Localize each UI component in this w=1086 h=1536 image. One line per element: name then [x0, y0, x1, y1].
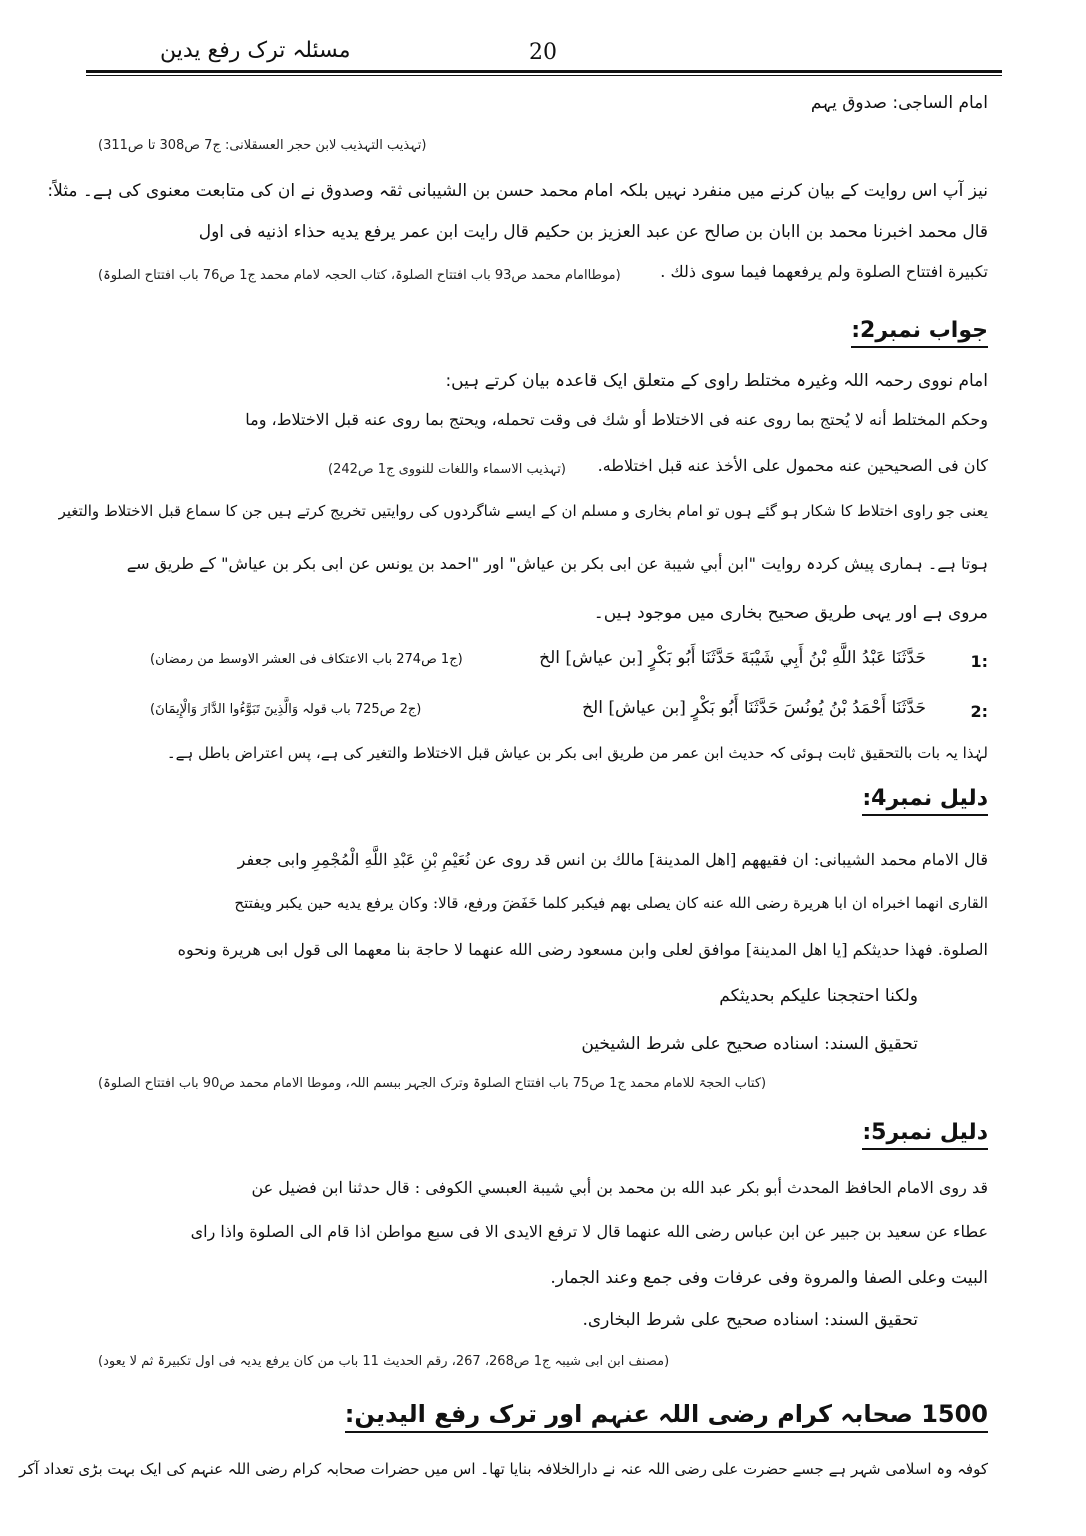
arabic-text-line: تحقيق السند: اسناده صحيح على شرط البخارى. [582, 1310, 918, 1330]
reference: (ج2 ص725 باب قولہ وَالَّذِينَ تَبَوَّءُوا الدَّارَ وَالْإِيمَانَ) [150, 702, 422, 717]
text-line: امام الساجی: صدوق یہم [810, 93, 988, 113]
header-rule [86, 70, 1002, 73]
arabic-text-line: القارى انهما اخبراه ان ابا هريرة رضى الله عنه كان يصلى بهم فيكبر كلما خَفَضَ ورفع، قالا: وكان يرفع يديه حين يكبر ويفتتح [234, 894, 988, 912]
list-number: 2: [970, 702, 988, 721]
arabic-text-line: عطاء عن سعيد بن جبير عن ابن عباس رضى الله عنهما قال لا ترفع الايدى الا فى سبع مواطن اذا قام الى الصلوة واذا راى [190, 1222, 988, 1241]
page-number: 20 [529, 40, 557, 65]
arabic-text-line: تكبيرة افتتاح الصلوة ولم يرفعهما فيما سوى ذلك . [660, 262, 988, 281]
arabic-text-line: تحقيق السند: اسناده صحيح على شرط الشيخين [581, 1034, 918, 1054]
section-heading: دلیل نمبر4: [862, 786, 988, 816]
arabic-text-line: الصلوة. فهذا حديثكم [يا اهل المدينة] موافق لعلى وابن مسعود رضى الله عنهما لا حاجة بنا معهما الى قول ابى هريرة ونحوه [177, 940, 988, 959]
text-line: لہٰذا یہ بات بالتحقیق ثابت ہوئی کہ حدیث ابن عمر من طریق ابی بکر بن عیاش قبل الاختلاط والتغیر کی ہے، پس اعتراض باطل ہے۔ [166, 744, 988, 762]
reference: (ج1 ص274 باب الاعتکاف فی العشر الاوسط من رمضان) [150, 652, 463, 667]
arabic-text-line: ولكنا احتججنا عليكم بحديثكم [719, 986, 918, 1006]
book-title: مسئلہ ترک رفع یدین [160, 38, 351, 63]
list-number: 1: [970, 652, 988, 671]
text-line: کوفہ وہ اسلامی شہر ہے جسے حضرت علی رضی اللہ عنہ نے دارالخلافہ بنایا تھا۔ اس میں حضرات صحابہ کرام رضی اللہ عنہم کی ایک بہت بڑی تعداد آکر [19, 1460, 988, 1478]
section-heading: دلیل نمبر5: [862, 1120, 988, 1150]
text-line: یعنی جو راوی اختلاط کا شکار ہو گئے ہوں تو امام بخاری و مسلم ان کے ایسے شاگردوں کی روایتیں تخریج کرتے ہیں جن کا سماع قبل الاختلاط والتغیر [58, 502, 988, 520]
text-line: امام نووی رحمہ اللہ وغیرہ مختلط راوی کے متعلق ایک قاعدہ بیان کرتے ہیں: [445, 371, 988, 391]
reference: (مصنف ابن ابی شیبہ ج1 ص268، 267، رقم الحدیث 11 باب من کان یرفع یدیہ فی اول تکبیرۃ ثم لا یعود) [98, 1354, 670, 1369]
text-line: نیز آپ اس روایت کے بیان کرنے میں منفرد نہیں بلکہ امام محمد حسن بن الشیبانی ثقہ وصدوق نے ان کی متابعت معنوی کی ہے۔ مثلاً: [47, 181, 988, 201]
arabic-text-line: كان فى الصحيحين عنه محمول على الأخذ عنه قبل اختلاطه. [597, 456, 988, 475]
arabic-text-line: وحكم المختلط أنه لا يُحتج بما روى عنه فى الاختلاط أو شك فى وقت تحمله، ويحتج بما روى عنه قبل الاختلاط، وما [245, 410, 988, 429]
arabic-text-line: البيت وعلى الصفا والمروة وفى عرفات وفى جمع وعند الجمار. [550, 1268, 988, 1288]
header-rule-thin [86, 75, 1002, 76]
section-heading: 1500 صحابہ کرام رضی اللہ عنہم اور ترک رفع الیدین: [345, 1400, 988, 1433]
hadith-text: حَدَّثَنَا أَحْمَدُ بْنُ يُونُسَ حَدَّثَنَا أَبُو بَكْرٍ [بن عياش] الخ [582, 698, 926, 718]
arabic-text-line: قال محمد اخبرنا محمد بن اابان بن صالح عن عبد العزيز بن حكيم قال رايت ابن عمر يرفع يديه حذاء اذنيه فى اول [198, 222, 988, 242]
reference: (تہذیب التہذیب لابن حجر العسقلانی: ج7 ص308 تا ص311) [98, 138, 427, 153]
section-heading: جواب نمبر2: [851, 318, 988, 348]
arabic-text-line: قال الامام محمد الشيبانى: ان فقيههم [اهل المدينة] مالك بن انس قد روى عن نُعَيْمِ بْنِ عَبْدِ اللَّهِ الْمُجْمِرِ وابى جعفر [237, 850, 988, 869]
text-line: ہوتا ہے۔ ہماری پیش کردہ روایت "ابن أبي شيبة عن ابى بكر بن عياش" اور "احمد بن يونس عن ابى بكر بن عياش" کے طریق سے [126, 554, 988, 573]
reference: (کتاب الحجۃ للامام محمد ج1 ص75 باب افتتاح الصلوۃ وترک الجہر ببسم اللہ، وموطا الامام محمد ص90 باب افتتاح الصلوۃ) [98, 1076, 767, 1091]
text-line: مروی ہے اور یہی طریق صحیح بخاری میں موجود ہیں۔ [593, 603, 988, 623]
arabic-text-line: قد روى الامام الحافظ المحدث أبو بكر عبد الله بن محمد بن أبي شيبة العبسي الكوفى : قال حدثنا ابن فضيل عن [251, 1178, 988, 1197]
reference: (موطاامام محمد ص93 باب افتتاح الصلوۃ، کتاب الحجہ لامام محمد ج1 ص76 باب افتتاح الصلوۃ) [98, 268, 621, 283]
hadith-text: حَدَّثَنَا عَبْدُ اللَّهِ بْنُ أَبِي شَيْبَةَ حَدَّثَنَا أَبُو بَكْرٍ [بن عياش] الخ [539, 648, 926, 668]
reference: (تہذیب الاسماء واللغات للنووی ج1 ص242) [328, 462, 566, 477]
